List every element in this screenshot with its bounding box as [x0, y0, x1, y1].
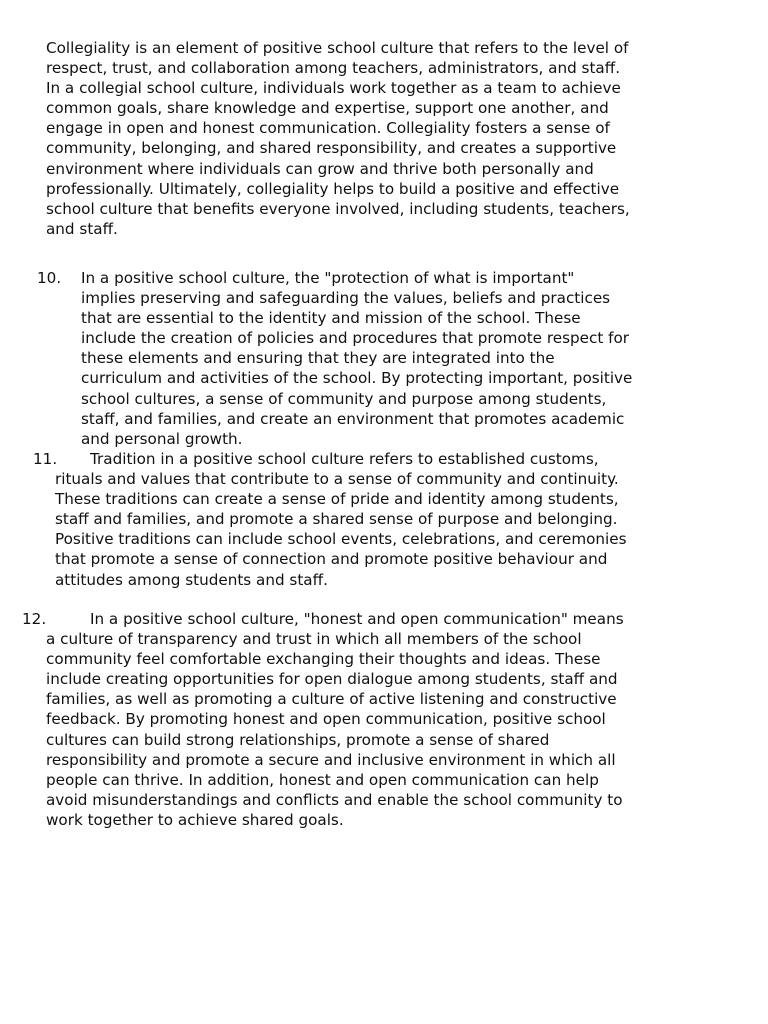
- intro-line: respect, trust, and collaboration among teachers, administrators, and staff.: [46, 59, 621, 78]
- item-12-line: a culture of transparency and trust in which all members of the school: [46, 630, 582, 649]
- list-number-10: 10.: [37, 269, 62, 287]
- list-number-11: 11.: [33, 450, 58, 468]
- list-number-12: 12.: [22, 610, 47, 628]
- item-11-line: These traditions can create a sense of pride and identity among students,: [55, 490, 619, 509]
- intro-line: In a collegial school culture, individuals work together as a team to achieve: [46, 79, 621, 98]
- item-10-line: staff, and families, and create an environment that promotes academic: [81, 409, 625, 428]
- item-11-line: rituals and values that contribute to a sense of community and continuity.: [55, 470, 619, 489]
- list-item-10-paragraph: [81, 268, 632, 449]
- item-12-line: community feel comfortable exchanging their thoughts and ideas. These: [46, 650, 601, 669]
- item-10-line: curriculum and activities of the school. By protecting important, positive: [81, 369, 633, 388]
- intro-line: school culture that benefits everyone involved, including students, teachers,: [46, 199, 630, 218]
- item-12-line: families, as well as promoting a culture of active listening and constructive: [46, 690, 617, 709]
- intro-line: and staff.: [46, 219, 118, 238]
- item-12-line: feedback. By promoting honest and open communication, positive school: [46, 710, 606, 729]
- item-12-line: In a positive school culture, "honest and open communication" means: [90, 610, 624, 628]
- item-11-line: staff and families, and promote a shared sense of purpose and belonging.: [55, 510, 618, 529]
- intro-line: Collegiality is an element of positive school culture that refers to the level of: [46, 39, 629, 57]
- item-12-line: avoid misunderstandings and conflicts and enable the school community to: [46, 790, 623, 809]
- item-11-line: Tradition in a positive school culture refers to established customs,: [90, 450, 599, 468]
- list-item-12-paragraph: [46, 609, 624, 830]
- intro-line: environment where individuals can grow and thrive both personally and: [46, 159, 594, 178]
- item-11-line: Positive traditions can include school events, celebrations, and ceremonies: [55, 530, 627, 549]
- item-12-line: people can thrive. In addition, honest and open communication can help: [46, 770, 599, 789]
- item-10-line: school cultures, a sense of community and purpose among students,: [81, 389, 607, 408]
- list-item-11-paragraph: [55, 449, 627, 590]
- item-12-line: work together to achieve shared goals.: [46, 810, 344, 829]
- intro-line: professionally. Ultimately, collegiality helps to build a positive and effective: [46, 179, 620, 198]
- intro-paragraph: [46, 38, 630, 239]
- intro-line: common goals, share knowledge and expertise, support one another, and: [46, 99, 609, 118]
- item-12-line: cultures can build strong relationships, promote a sense of shared: [46, 730, 550, 749]
- item-10-line: implies preserving and safeguarding the values, beliefs and practices: [81, 289, 611, 308]
- item-11-line: that promote a sense of connection and promote positive behaviour and: [55, 550, 608, 569]
- item-12-line: responsibility and promote a secure and inclusive environment in which all: [46, 750, 616, 769]
- item-10-line: that are essential to the identity and mission of the school. These: [81, 309, 581, 328]
- item-11-line: attitudes among students and staff.: [55, 570, 328, 589]
- item-10-line: In a positive school culture, the "protection of what is important": [81, 269, 575, 287]
- item-10-line: and personal growth.: [81, 429, 243, 448]
- intro-line: engage in open and honest communication. Collegiality fosters a sense of: [46, 119, 610, 138]
- intro-line: community, belonging, and shared responsibility, and creates a supportive: [46, 139, 617, 158]
- item-10-line: include the creation of policies and procedures that promote respect for: [81, 329, 630, 348]
- item-10-line: these elements and ensuring that they are integrated into the: [81, 349, 555, 368]
- item-12-line: include creating opportunities for open dialogue among students, staff and: [46, 670, 618, 689]
